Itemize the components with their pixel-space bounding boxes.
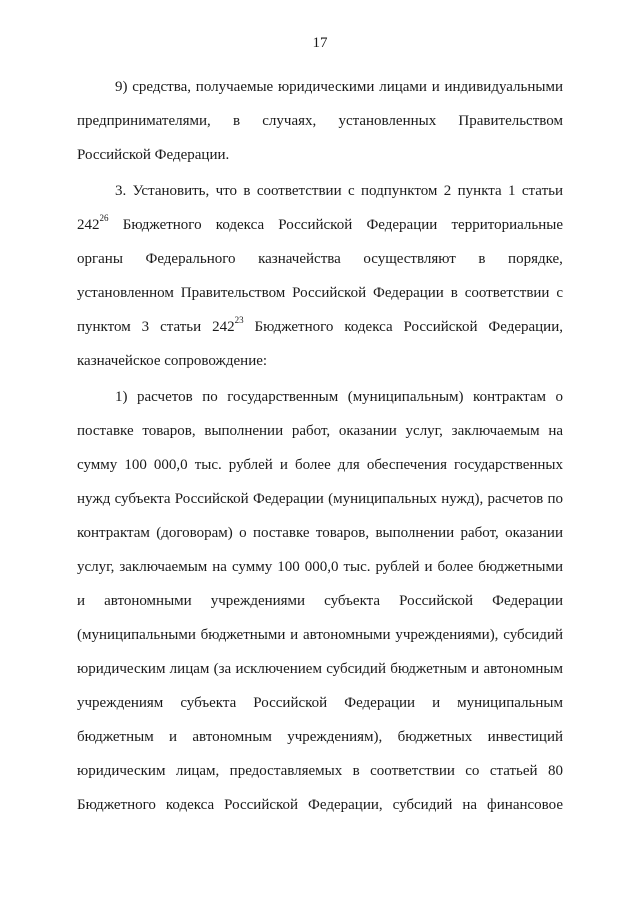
word: Федерального xyxy=(145,251,236,267)
article-number: 242 xyxy=(77,217,100,233)
text-line: услуг, заключаемым на сумму 100 000,0 тыс. рублей и более бюджетными xyxy=(77,559,563,575)
word: учреждениям), xyxy=(287,729,383,745)
text-line xyxy=(77,208,563,242)
word: учреждениями xyxy=(210,593,306,609)
word: Федерации xyxy=(492,593,563,609)
text-line: 3. Установить, что в соответствии с подпунктом 2 пункта 1 статьи xyxy=(115,183,563,199)
word: Правительством xyxy=(458,113,563,129)
text-line xyxy=(77,104,563,138)
text-fragment: пунктом 3 статьи 242 xyxy=(77,319,235,335)
word: в xyxy=(232,113,241,129)
text-line xyxy=(77,686,563,720)
word: установленных xyxy=(338,113,437,129)
text-line: 9) средства, получаемые юридическими лицами и индивидуальными xyxy=(115,79,563,95)
word: и xyxy=(432,695,441,711)
word: в xyxy=(478,251,486,267)
text-line: Российской Федерации. xyxy=(77,147,230,163)
text-line: казначейское сопровождение: xyxy=(77,353,268,369)
word: Российской xyxy=(253,695,328,711)
text-line: установленном Правительством Российской Федерации в соответствии с xyxy=(77,285,563,301)
word: осуществляют xyxy=(363,251,456,267)
text-line xyxy=(77,242,563,276)
text-line: сумму 100 000,0 тыс. рублей и более для обеспечения государственных xyxy=(77,457,563,473)
document-body xyxy=(77,70,563,822)
text-line xyxy=(77,310,563,344)
word: Российской xyxy=(399,593,474,609)
text-line: 1) расчетов по государственным (муниципальным) контрактам о xyxy=(115,389,563,405)
word: органы xyxy=(77,251,123,267)
word: предпринимателями, xyxy=(77,113,211,129)
word: субъекта xyxy=(324,593,381,609)
text-line: поставке товаров, выполнении работ, оказании услуг, заключаемым на xyxy=(77,423,563,439)
word: муниципальным xyxy=(457,695,563,711)
word: порядке, xyxy=(508,251,563,267)
text-fragment: Бюджетного кодекса Российской Федерации территориальные xyxy=(108,217,563,233)
paragraph-clause-3 xyxy=(77,174,563,378)
word: и xyxy=(77,593,86,609)
text-line xyxy=(77,720,563,754)
text-fragment: Бюджетного кодекса Российской Федерации, xyxy=(243,319,563,335)
word: бюджетным xyxy=(77,729,154,745)
word: учреждениям xyxy=(77,695,164,711)
word: Федерации xyxy=(344,695,416,711)
page-number: 17 xyxy=(312,35,328,51)
word: бюджетных xyxy=(397,729,473,745)
text-line: (муниципальными бюджетными и автономными учреждениями), субсидий xyxy=(77,627,563,643)
text-line: юридическим лицам, предоставляемых в соответствии со статьей 80 xyxy=(77,763,563,779)
word: случаях, xyxy=(262,113,317,129)
word: и xyxy=(169,729,178,745)
article-superscript: 26 xyxy=(99,213,109,223)
paragraph-item-9 xyxy=(77,70,563,172)
article-superscript: 23 xyxy=(234,315,244,325)
text-line: Бюджетного кодекса Российской Федерации, субсидий на финансовое xyxy=(77,797,563,813)
text-line: нужд субъекта Российской Федерации (муниципальных нужд), расчетов по xyxy=(77,491,563,507)
word: казначейства xyxy=(258,251,341,267)
paragraph-item-1 xyxy=(77,380,563,822)
word: автономным xyxy=(192,729,272,745)
word: автономными xyxy=(104,593,192,609)
word: инвестиций xyxy=(487,729,563,745)
text-line: юридическим лицам (за исключением субсидий бюджетным и автономным xyxy=(77,661,563,677)
word: субъекта xyxy=(180,695,237,711)
text-line xyxy=(77,584,563,618)
text-line: контрактам (договорам) о поставке товаров, выполнении работ, оказании xyxy=(77,525,563,541)
